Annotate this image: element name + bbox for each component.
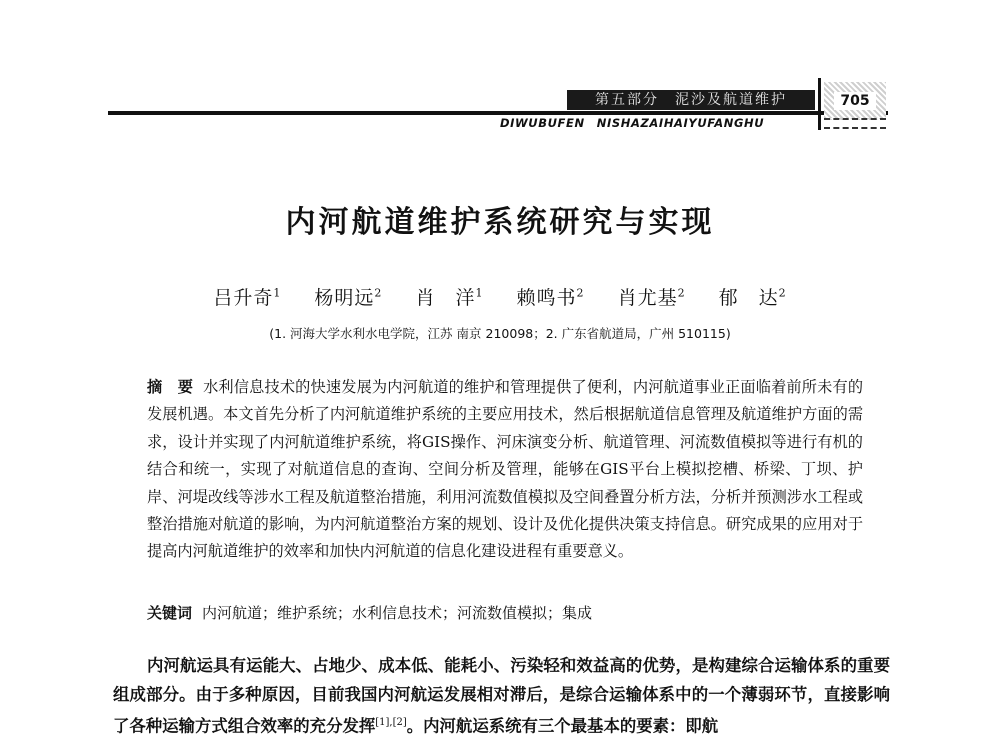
author-list [0, 283, 1000, 310]
header-dash-rule [824, 127, 886, 129]
author-affiliation-mark: 2 [677, 286, 686, 300]
author-name: 肖尤基 [617, 287, 678, 309]
affiliations: (1. 河海大学水利水电学院，江苏 南京 210098；2. 广东省航道局，广州 510115) [269, 326, 731, 341]
author-affiliation-mark: 1 [475, 286, 484, 300]
section-label: 第五部分 泥沙及航道维护 [567, 90, 815, 110]
body-text: 内河航运具有运能大、占地少、成本低、能耗小、污染轻和效益高的优势，是构建综合运输体系的重要组成部分。由于多种原因，目前我国内河航运发展相对滞后，是综合运输体系中的一个薄弱环节，直接影响了各种运输方式组合效率的充分发挥 [113, 656, 890, 736]
author [517, 287, 585, 309]
author [719, 287, 787, 309]
section-pinyin: DIWUBUFEN NISHAZAIHAIYUFANGHU [500, 116, 765, 130]
body-text-continued: 。内河航运系统有三个最基本的要素：即航 [406, 716, 719, 736]
abstract-text: 水利信息技术的快速发展为内河航道的维护和管理提供了便利，内河航道事业正面临着前所未有的发展机遇。本文首先分析了内河航道维护系统的主要应用技术，然后根据航道信息管理及航道维护方面的需求，设计并实现了内河航道维护系统，将GIS操作、河床演变分析、航道管理、河流数值模拟等进行有机的结合和统一，实现了对航道信息的查询、空间分析及管理，能够在GIS平台上模拟挖槽、桥梁、丁坝、护岸、河堤改线等涉水工程及航道整治措施，利用河流数值模拟及空间叠置分析方法，分析并预测涉水工程或整治措施对航道的影响，为内河航道整治方案的规划、设计及优化提供决策支持信息。研究成果的应用对于提高内河航道维护的效率和加快内河航道的信息化建设进程有重要意义。 [147, 378, 864, 561]
author [415, 287, 483, 309]
author [314, 287, 382, 309]
author [618, 287, 686, 309]
abstract-label: 摘 要 [147, 378, 194, 396]
keywords-text: 内河航道；维护系统；水利信息技术；河流数值模拟；集成 [202, 604, 593, 622]
citation[interactable]: [1],[2] [375, 717, 407, 728]
keywords [147, 601, 863, 625]
header-separator [818, 78, 821, 130]
keywords-label: 关键词 [147, 604, 193, 622]
author-name: 赖鸣书 [516, 287, 577, 309]
author-name: 吕升奇 [213, 287, 274, 309]
author [213, 287, 281, 309]
author-affiliation-mark: 2 [374, 286, 383, 300]
author-name: 郁 达 [718, 287, 779, 309]
author-affiliation-mark: 2 [576, 286, 585, 300]
abstract [147, 374, 863, 566]
author-name: 肖 洋 [415, 287, 476, 309]
author-affiliation-mark: 2 [778, 286, 787, 300]
page-number: 705 [834, 92, 876, 110]
author-affiliation-mark: 1 [273, 286, 282, 300]
author-name: 杨明远 [314, 287, 375, 309]
body-paragraph [113, 652, 890, 741]
paper-title: 内河航道维护系统研究与实现 [285, 205, 715, 240]
